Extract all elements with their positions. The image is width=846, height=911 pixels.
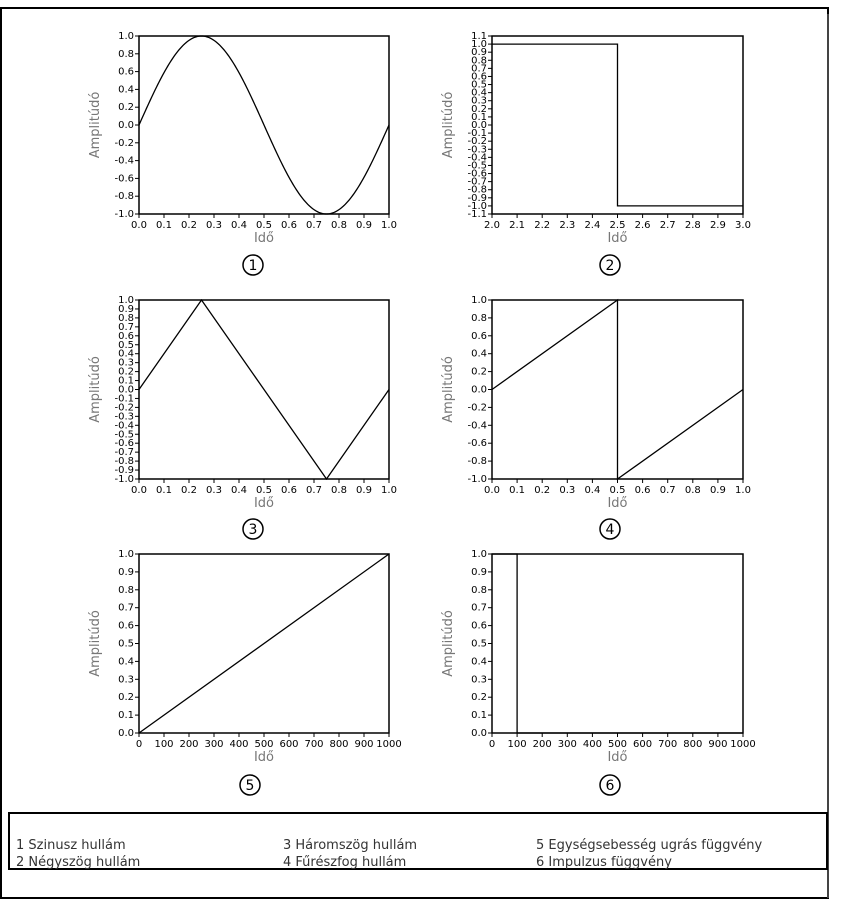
- legend-item-6: 6 Impulzus függvény: [536, 855, 672, 870]
- y-tick-label: -0.4: [114, 420, 134, 432]
- x-tick-label: 800: [329, 739, 349, 750]
- x-tick-label: 2.0: [484, 220, 500, 231]
- x-tick-label: 0.8: [684, 485, 701, 496]
- y-tick-label: -0.8: [467, 456, 487, 468]
- y-axis-label: Amplitúdó: [88, 610, 103, 677]
- y-tick-label: -1.0: [467, 200, 487, 212]
- y-tick-label: -0.2: [114, 137, 134, 149]
- x-tick-label: 0.2: [534, 485, 551, 496]
- y-tick-label: 0.2: [118, 366, 134, 378]
- x-tick-label: 100: [154, 739, 174, 750]
- x-tick-label: 1000: [376, 739, 402, 750]
- y-axis-label: Amplitúdó: [441, 356, 456, 423]
- x-tick-label: 0: [488, 739, 496, 750]
- y-tick-label: 0.4: [471, 87, 487, 99]
- x-tick-label: 0.9: [356, 485, 372, 496]
- y-tick-label: -0.2: [114, 402, 134, 414]
- series-line: [492, 554, 743, 733]
- x-tick-label: 2.2: [534, 220, 551, 231]
- x-tick-label: 400: [582, 739, 602, 750]
- x-tick-label: 0.8: [331, 220, 347, 231]
- y-tick-label: 1.0: [471, 39, 487, 51]
- y-tick-label: -0.2: [467, 402, 487, 414]
- x-tick-label: 900: [708, 739, 728, 750]
- x-tick-label: 300: [204, 739, 224, 750]
- x-axis-label: Idő: [607, 496, 628, 511]
- y-tick-label: -0.7: [467, 176, 487, 188]
- y-tick-label: 0.5: [471, 79, 487, 91]
- x-tick-label: 2.5: [609, 220, 626, 231]
- x-tick-label: 0.3: [206, 485, 222, 496]
- y-tick-label: -0.4: [467, 420, 487, 432]
- y-tick-label: 0.4: [118, 348, 134, 360]
- y-tick-label: 0.2: [471, 103, 487, 115]
- y-axis-label: Amplitúdó: [88, 91, 103, 159]
- y-tick-label: 0.3: [471, 95, 487, 107]
- y-tick-label: -1.0: [467, 474, 487, 485]
- y-tick-label: -0.9: [114, 465, 134, 477]
- chart-4: [441, 295, 751, 539]
- x-tick-label: 0.1: [156, 220, 172, 231]
- y-tick-label: 0.6: [471, 620, 487, 632]
- x-tick-label: 2.4: [584, 220, 601, 231]
- x-tick-label: 0.0: [131, 220, 147, 231]
- x-tick-label: 0.9: [709, 485, 726, 496]
- y-tick-label: 0.1: [471, 111, 487, 123]
- y-tick-label: 0.4: [118, 84, 134, 96]
- legend-item-3: 3 Háromszög hullám: [283, 838, 418, 853]
- x-tick-label: 200: [532, 739, 552, 750]
- y-tick-label: 0.1: [118, 710, 134, 722]
- y-tick-label: 0.6: [118, 330, 134, 342]
- x-tick-label: 0: [135, 739, 143, 750]
- x-tick-label: 0.1: [156, 485, 172, 496]
- y-tick-label: -0.3: [467, 144, 487, 156]
- y-tick-label: -0.4: [467, 152, 487, 164]
- chart-1: [88, 31, 397, 275]
- y-axis-label: Amplitúdó: [441, 610, 456, 677]
- y-tick-label: 1.0: [118, 549, 134, 560]
- legend-item-5: 5 Egységsebesség ugrás függvény: [536, 838, 763, 853]
- x-tick-label: 700: [658, 739, 678, 750]
- chart-5: [88, 549, 402, 795]
- y-tick-label: 0.1: [471, 710, 487, 722]
- y-tick-label: 0.8: [118, 312, 134, 324]
- series-line: [492, 300, 743, 479]
- y-tick-label: 0.2: [471, 692, 487, 704]
- x-tick-label: 400: [229, 739, 249, 750]
- x-tick-label: 0.7: [659, 485, 676, 496]
- y-tick-label: -1.0: [114, 209, 134, 220]
- y-tick-label: 0.0: [471, 728, 487, 739]
- y-tick-label: 0.6: [471, 71, 487, 83]
- y-tick-label: 0.9: [118, 303, 134, 315]
- y-tick-label: -0.8: [114, 456, 134, 468]
- x-tick-label: 1.0: [381, 485, 397, 496]
- y-tick-label: 0.1: [118, 375, 134, 387]
- x-tick-label: 1000: [730, 739, 756, 750]
- x-tick-label: 0.4: [231, 220, 247, 231]
- y-tick-label: 0.6: [118, 620, 134, 632]
- y-tick-label: -0.3: [114, 411, 134, 423]
- y-tick-label: 1.0: [471, 295, 487, 306]
- y-tick-label: 0.0: [118, 120, 134, 131]
- y-tick-label: 0.8: [118, 48, 134, 60]
- y-tick-label: 0.9: [471, 566, 487, 578]
- y-tick-label: -0.1: [114, 393, 134, 405]
- x-tick-label: 600: [279, 739, 299, 750]
- chart-number: 2: [605, 258, 615, 274]
- chart-number: 3: [248, 522, 258, 538]
- x-axis-label: Idő: [253, 750, 275, 765]
- x-tick-label: 0.4: [584, 485, 601, 496]
- chart-number: 1: [248, 258, 258, 274]
- chart-number: 4: [605, 522, 615, 538]
- y-tick-label: 0.9: [471, 47, 487, 59]
- x-tick-label: 0.6: [634, 485, 651, 496]
- y-tick-label: 1.1: [471, 31, 487, 42]
- x-tick-label: 2.3: [559, 220, 576, 231]
- x-tick-label: 900: [354, 739, 374, 750]
- y-tick-label: -0.6: [114, 438, 134, 450]
- y-tick-label: 0.3: [471, 674, 487, 686]
- chart-2: [441, 31, 751, 275]
- y-tick-label: -0.6: [467, 438, 487, 450]
- chart-3: [88, 295, 397, 539]
- x-tick-label: 0.7: [306, 485, 322, 496]
- y-axis-label: Amplitúdó: [441, 91, 456, 159]
- y-tick-label: -0.1: [467, 128, 487, 140]
- x-tick-label: 2.6: [634, 220, 651, 231]
- y-tick-label: 1.0: [118, 295, 134, 306]
- x-tick-label: 2.8: [684, 220, 701, 231]
- x-tick-label: 200: [179, 739, 199, 750]
- y-tick-label: -0.9: [467, 192, 487, 204]
- x-tick-label: 1.0: [735, 485, 751, 496]
- x-tick-label: 0.2: [181, 220, 197, 231]
- x-tick-label: 0.3: [559, 485, 576, 496]
- y-tick-label: 0.7: [471, 602, 487, 614]
- y-tick-label: 0.8: [471, 55, 487, 67]
- series-line: [492, 44, 743, 206]
- x-axis-label: Idő: [253, 496, 275, 511]
- y-tick-label: 0.8: [118, 584, 134, 596]
- x-tick-label: 300: [557, 739, 577, 750]
- x-tick-label: 2.7: [659, 220, 676, 231]
- y-tick-label: 0.5: [118, 339, 134, 351]
- x-tick-label: 0.9: [356, 220, 372, 231]
- x-tick-label: 0.3: [206, 220, 222, 231]
- y-tick-label: 0.2: [118, 692, 134, 704]
- plots-group: [88, 31, 756, 795]
- x-tick-label: 500: [254, 739, 274, 750]
- x-tick-label: 0.5: [256, 485, 272, 496]
- y-tick-label: 1.0: [118, 31, 134, 42]
- y-tick-label: 0.5: [118, 638, 134, 650]
- y-tick-label: 0.3: [118, 357, 134, 369]
- series-line: [139, 36, 389, 214]
- x-tick-label: 0.6: [281, 485, 297, 496]
- x-axis-label: Idő: [253, 231, 275, 246]
- y-tick-label: 0.4: [471, 656, 487, 668]
- x-tick-label: 0.2: [181, 485, 197, 496]
- y-tick-label: 0.2: [118, 102, 134, 114]
- x-tick-label: 500: [607, 739, 628, 750]
- y-tick-label: 0.4: [118, 656, 134, 668]
- y-tick-label: 0.0: [118, 384, 134, 396]
- y-tick-label: 0.7: [118, 602, 134, 614]
- x-tick-label: 0.0: [484, 485, 500, 496]
- x-tick-label: 0.6: [281, 220, 297, 231]
- x-tick-label: 0.8: [331, 485, 347, 496]
- series-line: [139, 554, 389, 733]
- x-tick-label: 100: [507, 739, 527, 750]
- y-tick-label: -0.2: [467, 136, 487, 148]
- x-tick-label: 600: [633, 739, 653, 750]
- y-tick-label: -0.8: [114, 191, 134, 203]
- series-line: [139, 300, 389, 479]
- x-tick-label: 2.1: [509, 220, 526, 231]
- y-tick-label: 0.0: [471, 384, 487, 396]
- y-tick-label: -0.6: [114, 173, 134, 185]
- x-tick-label: 700: [304, 739, 324, 750]
- y-tick-label: 0.2: [471, 366, 487, 378]
- y-tick-label: 0.4: [471, 348, 487, 360]
- legend-item-4: 4 Fűrészfog hullám: [283, 855, 407, 870]
- chart-6: [441, 549, 756, 795]
- x-axis-label: Idő: [607, 750, 628, 765]
- y-tick-label: 0.6: [118, 66, 134, 78]
- y-axis-label: Amplitúdó: [88, 356, 103, 423]
- x-tick-label: 0.0: [131, 485, 147, 496]
- y-tick-label: 0.8: [471, 584, 487, 596]
- y-tick-label: -0.5: [467, 160, 487, 172]
- y-tick-label: 0.7: [471, 63, 487, 75]
- x-tick-label: 0.1: [509, 485, 526, 496]
- y-tick-label: -1.0: [114, 474, 134, 485]
- x-tick-label: 800: [683, 739, 703, 750]
- y-tick-label: 0.9: [118, 566, 134, 578]
- x-axis-label: Idő: [607, 231, 628, 246]
- x-tick-label: 1.0: [381, 220, 397, 231]
- y-tick-label: 0.0: [471, 120, 487, 131]
- y-tick-label: -0.5: [114, 429, 134, 441]
- y-tick-label: 1.0: [471, 549, 487, 560]
- chart-number: 5: [245, 778, 255, 794]
- plot-area: [492, 554, 743, 733]
- x-tick-label: 0.7: [306, 220, 322, 231]
- legend-item-1: 1 Szinusz hullám: [16, 838, 126, 853]
- y-tick-label: -0.4: [114, 155, 134, 167]
- y-tick-label: -0.8: [467, 184, 487, 196]
- y-tick-label: -1.1: [467, 209, 487, 220]
- y-tick-label: 0.5: [471, 638, 487, 650]
- y-tick-label: -0.6: [467, 168, 487, 180]
- x-tick-label: 0.5: [256, 220, 272, 231]
- y-tick-label: 0.3: [118, 674, 134, 686]
- x-tick-label: 3.0: [735, 220, 751, 231]
- y-tick-label: -0.7: [114, 447, 134, 459]
- x-tick-label: 2.9: [709, 220, 726, 231]
- y-tick-label: 0.6: [471, 330, 487, 342]
- chart-number: 6: [605, 778, 615, 794]
- y-tick-label: 0.8: [471, 312, 487, 324]
- y-tick-label: 0.0: [118, 728, 134, 739]
- x-tick-label: 0.5: [609, 485, 626, 496]
- x-tick-label: 0.4: [231, 485, 247, 496]
- legend-item-2: 2 Négyszög hullám: [16, 855, 141, 870]
- y-tick-label: 0.7: [118, 321, 134, 333]
